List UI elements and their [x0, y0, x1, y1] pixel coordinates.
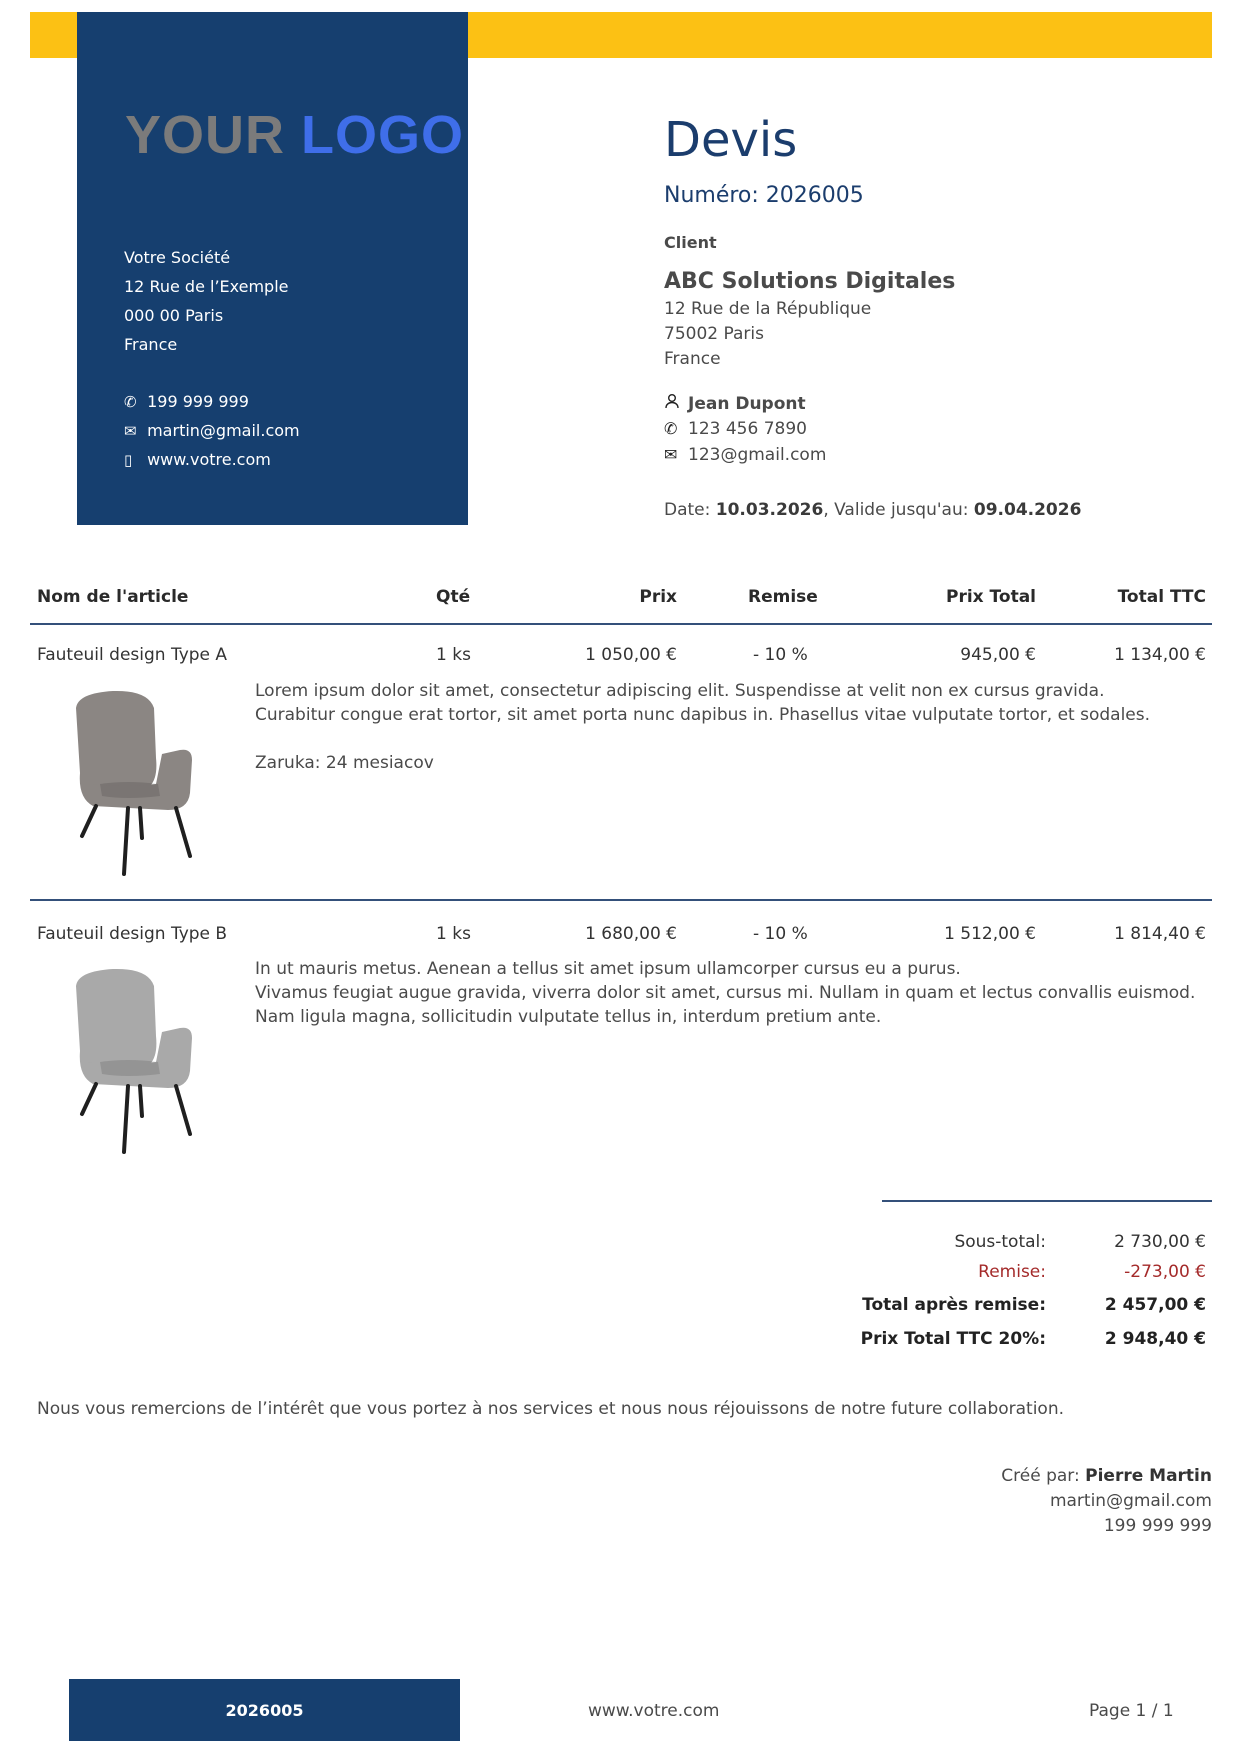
created-by: Créé par: Pierre Martin [1001, 1466, 1212, 1486]
document-dates: Date: 10.03.2026, Valide jusqu'au: 09.04.2026 [664, 500, 1082, 520]
valid-until-date: 09.04.2026 [973, 500, 1082, 520]
item-total-ttc: 1 814,40 € [1114, 924, 1206, 944]
client-street: 12 Rue de la République [664, 299, 872, 319]
totals-divider [882, 1200, 1212, 1202]
col-header-total: Prix Total [946, 587, 1036, 607]
col-header-price: Prix [639, 587, 677, 607]
subtotal-label: Sous-total: [954, 1232, 1046, 1252]
item-qty: 1 ks [436, 645, 471, 665]
table-header-divider [30, 623, 1212, 625]
item-total: 945,00 € [960, 645, 1036, 665]
document-number: Numéro: 2026005 [664, 183, 864, 208]
total-ttc-value: 2 948,40 € [1104, 1329, 1206, 1349]
phone-icon: ✆ [124, 393, 137, 411]
company-website[interactable]: www.votre.com [147, 450, 271, 469]
client-contact-person [664, 393, 806, 414]
discount-label: Remise: [978, 1262, 1046, 1282]
chair-back [76, 691, 156, 792]
item-name: Fauteuil design Type B [37, 924, 228, 944]
col-header-name: Nom de l'article [37, 587, 189, 607]
client-name: ABC Solutions Digitales [664, 269, 956, 294]
item-price: 1 050,00 € [585, 645, 677, 665]
email-icon: ✉ [664, 445, 678, 464]
document-title: Devis [664, 112, 798, 168]
footer-page-number: Page 1 / 1 [1089, 1701, 1174, 1721]
company-country: France [124, 335, 178, 354]
client-contact-name: Jean Dupont [688, 394, 806, 414]
company-email[interactable]: martin@gmail.com [147, 421, 300, 440]
item-qty: 1 ks [436, 924, 471, 944]
email-icon: ✉ [124, 422, 137, 440]
item-total-ttc: 1 134,00 € [1114, 645, 1206, 665]
creator-email[interactable]: martin@gmail.com [1049, 1491, 1212, 1511]
footer-website[interactable]: www.votre.com [588, 1701, 720, 1721]
chair-image [58, 688, 218, 888]
thank-you-note: Nous vous remercions de l’intérêt que vous portez à nos services et nous nous réjouissons de notre future collaboration. [37, 1399, 1065, 1419]
client-email[interactable]: 123@gmail.com [688, 445, 827, 465]
chair-image [58, 966, 218, 1166]
item-discount: - 10 % [753, 645, 808, 665]
total-ttc-label: Prix Total TTC 20%: [860, 1329, 1046, 1349]
chair-back [76, 969, 156, 1070]
item-total: 1 512,00 € [944, 924, 1036, 944]
item-name: Fauteuil design Type A [37, 645, 228, 665]
creator-phone: 199 999 999 [1103, 1516, 1212, 1536]
col-header-discount: Remise [748, 587, 818, 607]
row-divider [30, 899, 1212, 901]
client-city: 75002 Paris [664, 324, 764, 344]
mobile-icon: ▯ [124, 451, 133, 469]
company-logo: YOUR LOGO [125, 105, 465, 165]
company-phone-line [124, 392, 249, 411]
client-phone: 123 456 7890 [688, 419, 807, 439]
phone-icon: ✆ [664, 419, 678, 438]
company-city: 000 00 Paris [124, 306, 224, 325]
person-icon [664, 393, 688, 413]
item-description: In ut mauris metus. Aenean a tellus sit amet ipsum ullamcorper cursus eu a purus. Vivamus feugiat augue gravida, viverra dolor sit amet, cursus mi. Nullam in quam et lectus convallis euismod. Nam ligula magna, sollicitudin vulputate tellus in, interdum pretium ante. [255, 959, 1196, 1027]
client-phone-line [664, 419, 807, 439]
client-email-line [664, 445, 826, 465]
company-sidebar [77, 12, 468, 525]
company-street: 12 Rue de l’Exemple [124, 277, 289, 296]
after-discount-label: Total après remise: [862, 1295, 1046, 1315]
company-web-line [124, 450, 271, 469]
creator-name: Pierre Martin [1085, 1466, 1212, 1486]
company-phone: 199 999 999 [147, 392, 249, 411]
col-header-total-ttc: Total TTC [1117, 587, 1206, 607]
company-email-line [124, 421, 300, 440]
issue-date: 10.03.2026 [715, 500, 824, 520]
client-label: Client [664, 233, 717, 252]
subtotal-value: 2 730,00 € [1114, 1232, 1206, 1252]
client-country: France [664, 349, 721, 369]
discount-value: -273,00 € [1124, 1262, 1206, 1282]
item-description: Lorem ipsum dolor sit amet, consectetur adipiscing elit. Suspendisse at velit non ex cursus gravida. Curabitur congue erat tortor, sit amet porta nunc dapibus in. Phasellus vitae vulputate tortor, et sodales. Zaruka: 24 mesiacov [255, 681, 1151, 773]
after-discount-value: 2 457,00 € [1104, 1295, 1206, 1315]
item-price: 1 680,00 € [585, 924, 677, 944]
item-discount: - 10 % [753, 924, 808, 944]
company-name: Votre Société [124, 248, 231, 267]
footer-document-number: 2026005 [69, 1679, 460, 1741]
col-header-qty: Qté [436, 587, 471, 607]
